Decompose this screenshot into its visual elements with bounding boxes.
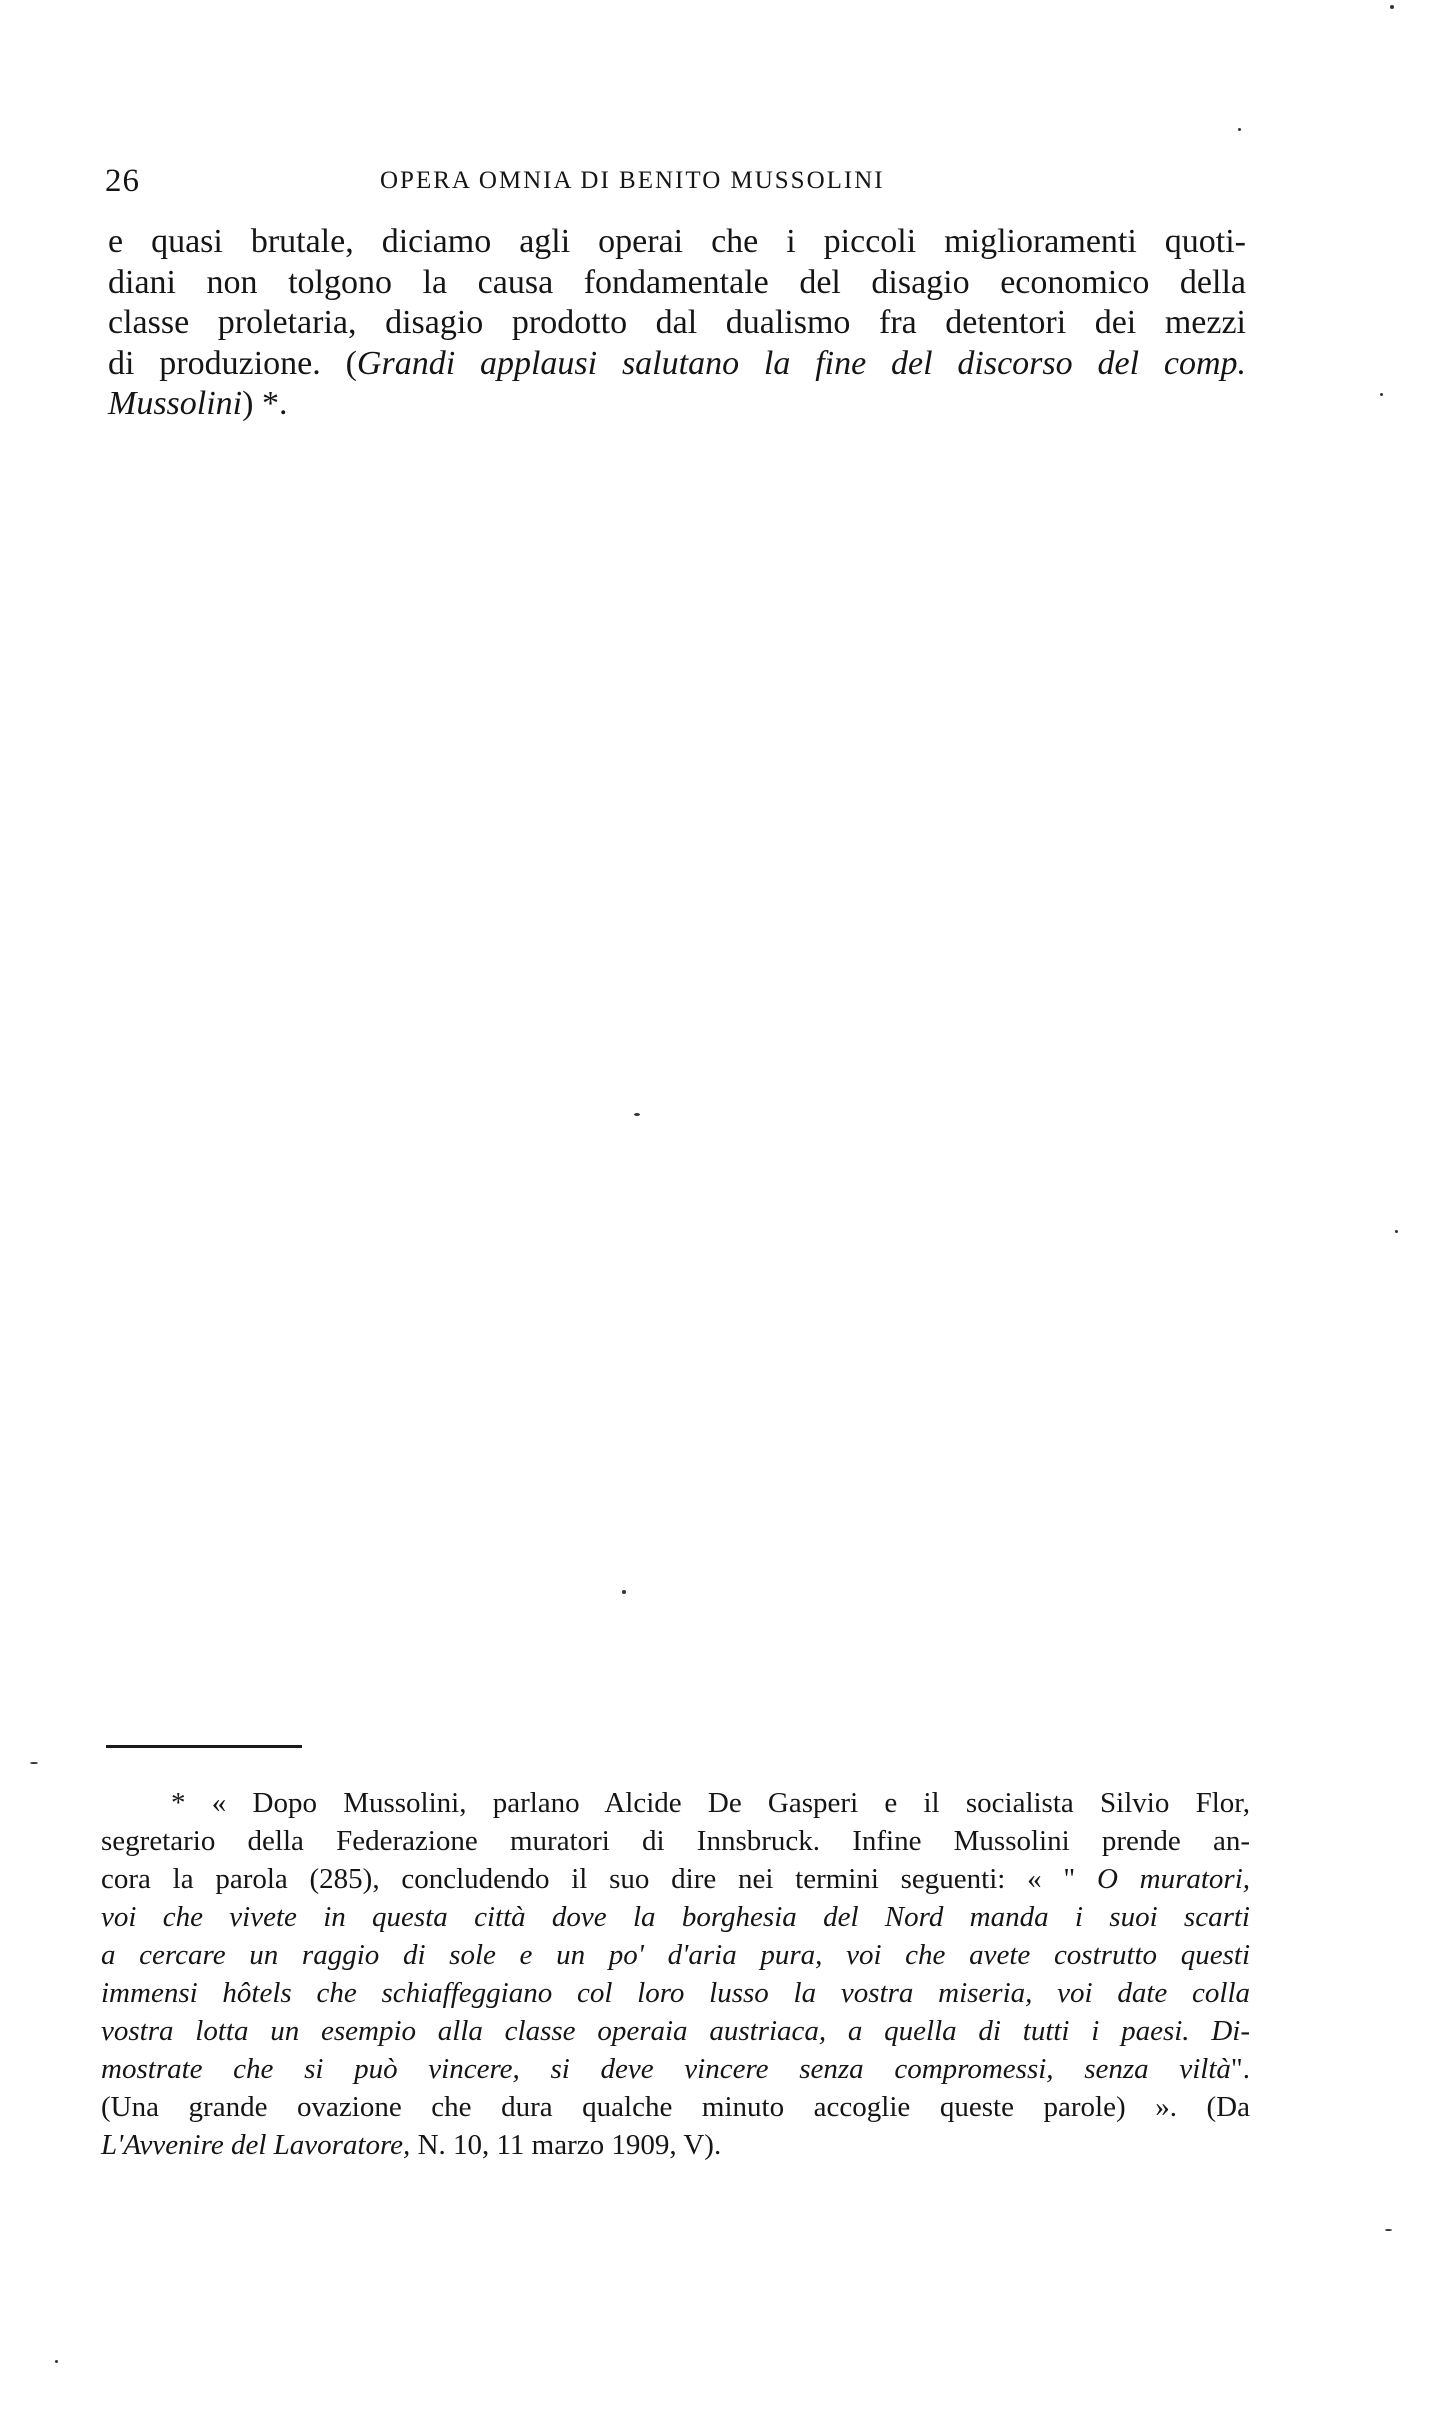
footnote-quote: mostrate che si può vincere, si deve vincere senza compromessi, senza viltà — [101, 2053, 1231, 2085]
text-line — [108, 344, 1246, 385]
footnote-line — [101, 2126, 1250, 2164]
text-plain: ) *. — [242, 385, 288, 422]
footnote-line: (Una grande ovazione che dura qualche minuto accoglie queste parole) ». (Da — [101, 2091, 1250, 2123]
scan-speck — [634, 1113, 640, 1116]
footnote-plain: ". — [1230, 2053, 1250, 2085]
footnote-line — [101, 2050, 1250, 2088]
footnote-rule — [106, 1745, 302, 1748]
stage-direction: Mussolini — [108, 385, 243, 422]
citation-title: L'Avvenire del Lavoratore, — [101, 2129, 411, 2161]
footnote-plain: N. 10, 11 marzo 1909, V). — [410, 2129, 722, 2161]
scan-speck — [1395, 1230, 1398, 1233]
scan-speck — [55, 2360, 58, 2363]
running-head: OPERA OMNIA DI BENITO MUSSOLINI — [380, 167, 885, 194]
footnote-line: vostra lotta un esempio alla classe operaia austriaca, a quella di tutti i paesi. Di- — [101, 2015, 1250, 2047]
scan-speck — [622, 1590, 626, 1594]
scan-speck — [1390, 5, 1394, 9]
footnote-quote: O muratori, — [1096, 1863, 1251, 1895]
footnote-plain: cora la parola (285), concludendo il suo dire nei termini seguenti: « " — [101, 1863, 1076, 1895]
scan-speck — [1238, 128, 1241, 131]
text-plain: di produzione. ( — [108, 344, 357, 382]
footnote-line: immensi hôtels che schiaffeggiano col loro lusso la vostra miseria, voi date colla — [101, 1977, 1250, 2009]
page-number: 26 — [105, 163, 140, 199]
footnote — [101, 1784, 1250, 2164]
scan-speck — [30, 1762, 38, 1764]
footnote-line: voi che vivete in questa città dove la borghesia del Nord manda i suoi scarti — [101, 1901, 1250, 1933]
text-line: diani non tolgono la causa fondamentale del disagio economico della — [108, 263, 1246, 301]
footnote-line: segretario della Federazione muratori di Innsbruck. Infine Mussolini prende an- — [101, 1825, 1250, 1857]
footnote-line — [101, 1860, 1250, 1898]
text-line — [108, 384, 1246, 425]
scan-speck — [1380, 393, 1383, 396]
footnote-line: a cercare un raggio di sole e un po' d'aria pura, voi che avete costrutto questi — [101, 1939, 1250, 1971]
text-line: e quasi brutale, diciamo agli operai che i piccoli miglioramenti quoti- — [108, 223, 1246, 260]
footnote-line: * « Dopo Mussolini, parlano Alcide De Gasperi e il socialista Silvio Flor, — [171, 1787, 1250, 1819]
text-line: classe proletaria, disagio prodotto dal dualismo fra detentori dei mezzi — [108, 304, 1246, 341]
stage-direction: Grandi applausi salutano la fine del discorso del comp. — [356, 344, 1247, 382]
main-text — [108, 222, 1246, 425]
scan-speck — [1385, 2229, 1392, 2231]
